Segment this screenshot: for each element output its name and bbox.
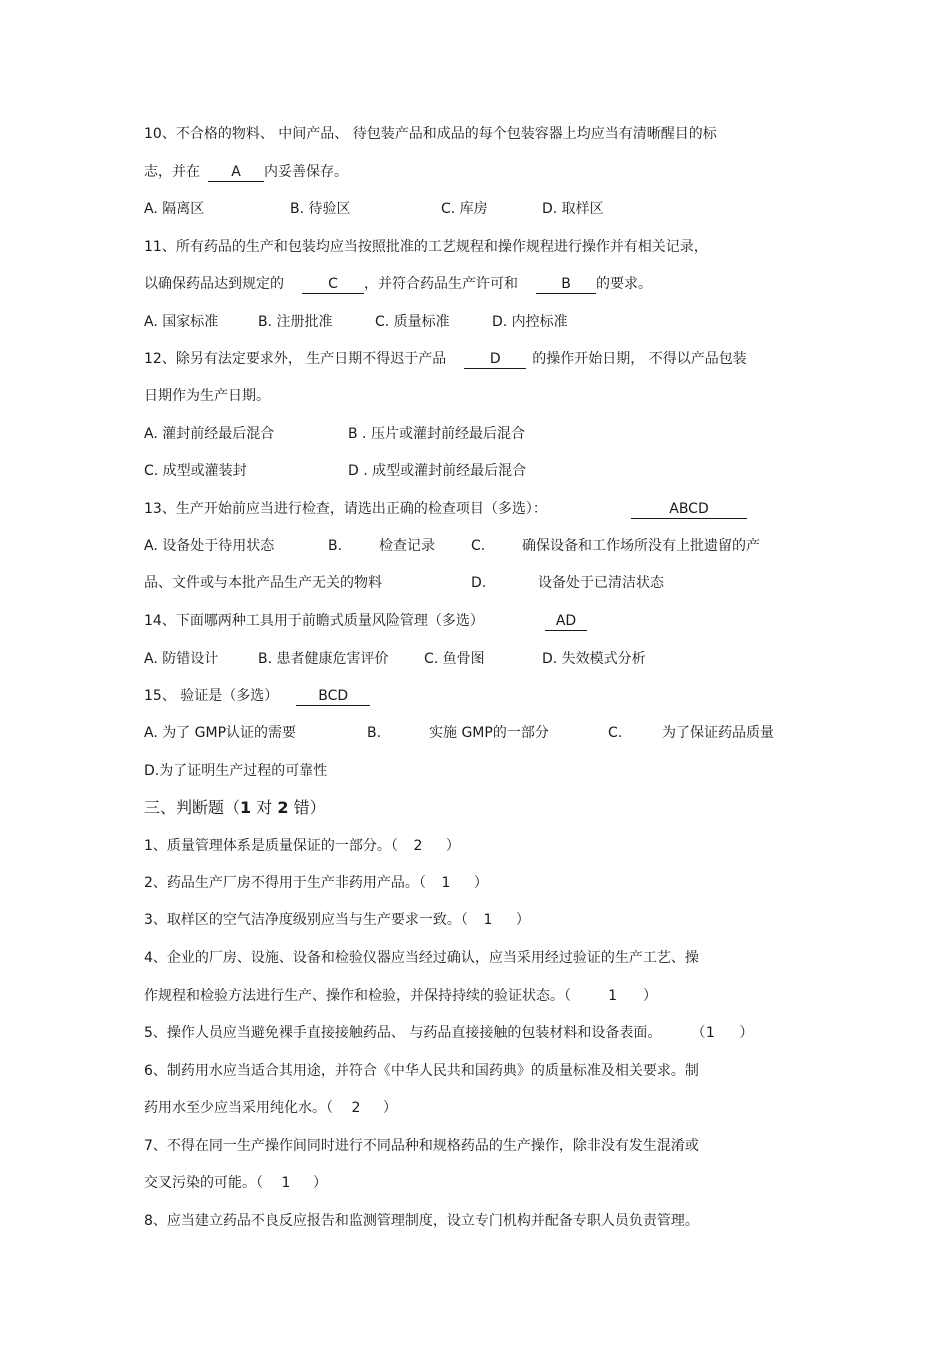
tf-item-text: 3、取样区的空气洁净度级别应当与生产要求一致。（ bbox=[144, 912, 468, 928]
q12-stem-post: 的操作开始日期， 不得以产品包装 bbox=[532, 351, 747, 367]
q10-answer: A bbox=[208, 164, 264, 182]
section-heading-false-code: 2 bbox=[277, 798, 289, 817]
q14-option-b: B. 患者健康危害评价 bbox=[258, 651, 389, 667]
section-heading bbox=[144, 798, 326, 818]
q15-option-b-letter: B. bbox=[367, 725, 382, 741]
tf-item-mark: 1 bbox=[483, 912, 493, 928]
tf-item-mark: 1 bbox=[441, 875, 451, 891]
q10-stem-line2 bbox=[144, 162, 348, 182]
q14-answer: AD bbox=[545, 613, 587, 631]
q10-stem-post: 内妥善保存。 bbox=[264, 164, 348, 180]
q12-option-a: A. 灌封前经最后混合 bbox=[144, 426, 275, 442]
q11-stem-post: 的要求。 bbox=[596, 276, 652, 292]
tf-item-text: 作规程和检验方法进行生产、操作和检验，并保持持续的验证状态。（ bbox=[144, 988, 571, 1004]
q15-option-c-text: 为了保证药品质量 bbox=[662, 725, 774, 741]
tf-item-7-line1: 7、不得在同一生产操作间同时进行不同品种和规格药品的生产操作，除非没有发生混淆或 bbox=[144, 1138, 699, 1154]
q13-option-a: A. 设备处于待用状态 bbox=[144, 538, 275, 554]
q11-option-b: B. 注册批准 bbox=[258, 314, 333, 330]
q12-stem-line1 bbox=[144, 349, 747, 369]
tf-item-close: ） bbox=[445, 838, 460, 854]
q14-option-c: C. 鱼骨图 bbox=[424, 651, 485, 667]
q11-option-a: A. 国家标准 bbox=[144, 314, 219, 330]
q11-option-c: C. 质量标准 bbox=[375, 314, 450, 330]
tf-item-text: 1、质量管理体系是质量保证的一部分。（ bbox=[144, 838, 398, 854]
q13-option-b-letter: B. bbox=[328, 538, 343, 554]
q11-stem-mid: ，并符合药品生产许可和 bbox=[364, 276, 518, 292]
q11-stem-pre: 以确保药品达到规定的 bbox=[144, 276, 284, 292]
tf-item-close: ） bbox=[383, 1100, 397, 1116]
tf-item-mark: 2 bbox=[351, 1100, 361, 1116]
tf-item-close: ） bbox=[313, 1175, 327, 1191]
tf-item-text: 2、药品生产厂房不得用于生产非药用产品。（ bbox=[144, 875, 426, 891]
q13-option-b-text: 检查记录 bbox=[379, 538, 435, 554]
q12-option-c: C. 成型或灌装封 bbox=[144, 463, 247, 479]
q12-stem-line2: 日期作为生产日期。 bbox=[144, 388, 270, 404]
tf-item-3 bbox=[144, 910, 530, 930]
tf-item-mark: 1 bbox=[281, 1175, 291, 1191]
tf-item-text: 5、操作人员应当避免裸手直接接触药品、 与药品直接接触的包装材料和设备表面。 bbox=[144, 1025, 662, 1041]
q10-option-a: A. 隔离区 bbox=[144, 201, 205, 217]
q14-answer-line bbox=[545, 611, 587, 631]
q10-option-b: B. 待验区 bbox=[290, 201, 351, 217]
q10-option-d: D. 取样区 bbox=[542, 201, 604, 217]
tf-item-6-line2 bbox=[144, 1098, 397, 1118]
q15-option-b-text: 实施 GMP的一部分 bbox=[429, 725, 549, 741]
q12-option-d: D . 成型或灌封前经最后混合 bbox=[348, 463, 527, 479]
q13-answer: ABCD bbox=[631, 501, 747, 519]
q12-option-b: B . 压片或灌封前经最后混合 bbox=[348, 426, 525, 442]
tf-item-close: ） bbox=[643, 988, 657, 1004]
q13-option-c-cont: 品、文件或与本批产品生产无关的物料 bbox=[144, 575, 382, 591]
q14-stem: 14、下面哪两种工具用于前瞻式质量风险管理（多选） bbox=[144, 613, 484, 629]
tf-item-text: 药用水至少应当采用纯化水。（ bbox=[144, 1100, 333, 1116]
q13-option-c-letter: C. bbox=[471, 538, 486, 554]
q15-stem bbox=[144, 686, 370, 706]
q10-stem-pre: 志，并在 bbox=[144, 164, 200, 180]
q11-stem-line2 bbox=[144, 274, 652, 294]
tf-item-text: 交叉污染的可能。（ bbox=[144, 1175, 263, 1191]
tf-item-7-line2 bbox=[144, 1173, 327, 1193]
tf-item-close: ） bbox=[739, 1025, 754, 1041]
q13-stem-line1: 13、生产开始前应当进行检查，请选出正确的检查项目（多选）： bbox=[144, 501, 547, 517]
tf-item-mark: 2 bbox=[413, 838, 423, 854]
tf-item-1 bbox=[144, 836, 460, 856]
q10-stem-line1: 10、不合格的物料、 中间产品、 待包装产品和成品的每个包装容器上均应当有清晰醒目的标 bbox=[144, 126, 717, 142]
q14-option-d: D. 失效模式分析 bbox=[542, 651, 646, 667]
tf-item-4-line2 bbox=[144, 986, 657, 1006]
q12-stem-pre: 12、除另有法定要求外， 生产日期不得迟于产品 bbox=[144, 351, 447, 367]
tf-item-mark: 1 bbox=[608, 988, 617, 1004]
tf-item-4-line1: 4、企业的厂房、设施、设备和检验仪器应当经过确认，应当采用经过验证的生产工艺、操 bbox=[144, 950, 699, 966]
tf-item-2 bbox=[144, 873, 488, 893]
tf-item-close: ） bbox=[515, 912, 530, 928]
q10-option-c: C. 库房 bbox=[441, 201, 488, 217]
q11-answer-1: C bbox=[302, 276, 364, 294]
q11-answer-2: B bbox=[536, 276, 596, 294]
q15-option-a: A. 为了 GMP认证的需要 bbox=[144, 725, 297, 741]
tf-item-8: 8、应当建立药品不良反应报告和监测管理制度，设立专门机构并配备专职人员负责管理。 bbox=[144, 1213, 699, 1229]
q15-option-d: D.为了证明生产过程的可靠性 bbox=[144, 763, 328, 779]
section-heading-post: 错） bbox=[293, 798, 326, 817]
q15-option-c-letter: C. bbox=[608, 725, 623, 741]
section-heading-true-code: 1 bbox=[240, 798, 252, 817]
q15-answer: BCD bbox=[296, 688, 370, 706]
q12-answer: D bbox=[464, 351, 526, 369]
q15-stem-text: 15、 验证是（多选） bbox=[144, 688, 279, 704]
section-heading-pre: 三、判断题（ bbox=[144, 798, 241, 817]
tf-item-6-line1: 6、制药用水应当适合其用途，并符合《中华人民共和国药典》的质量标准及相关要求。制 bbox=[144, 1063, 699, 1079]
tf-item-open: （ bbox=[691, 1025, 706, 1041]
q13-answer-line bbox=[631, 499, 747, 519]
tf-item-mark: 1 bbox=[705, 1025, 715, 1041]
tf-item-close: ） bbox=[473, 875, 488, 891]
q11-option-d: D. 内控标准 bbox=[492, 314, 568, 330]
q13-option-c-text: 确保设备和工作场所没有上批遗留的产 bbox=[522, 538, 760, 554]
q13-option-d-letter: D. bbox=[471, 575, 487, 591]
section-heading-mid: 对 bbox=[256, 798, 273, 817]
q13-option-d-text: 设备处于已清洁状态 bbox=[538, 575, 664, 591]
tf-item-5 bbox=[144, 1023, 753, 1043]
q11-stem-line1: 11、所有药品的生产和包装均应当按照批准的工艺规程和操作规程进行操作并有相关记录， bbox=[144, 239, 708, 255]
q14-option-a: A. 防错设计 bbox=[144, 651, 219, 667]
